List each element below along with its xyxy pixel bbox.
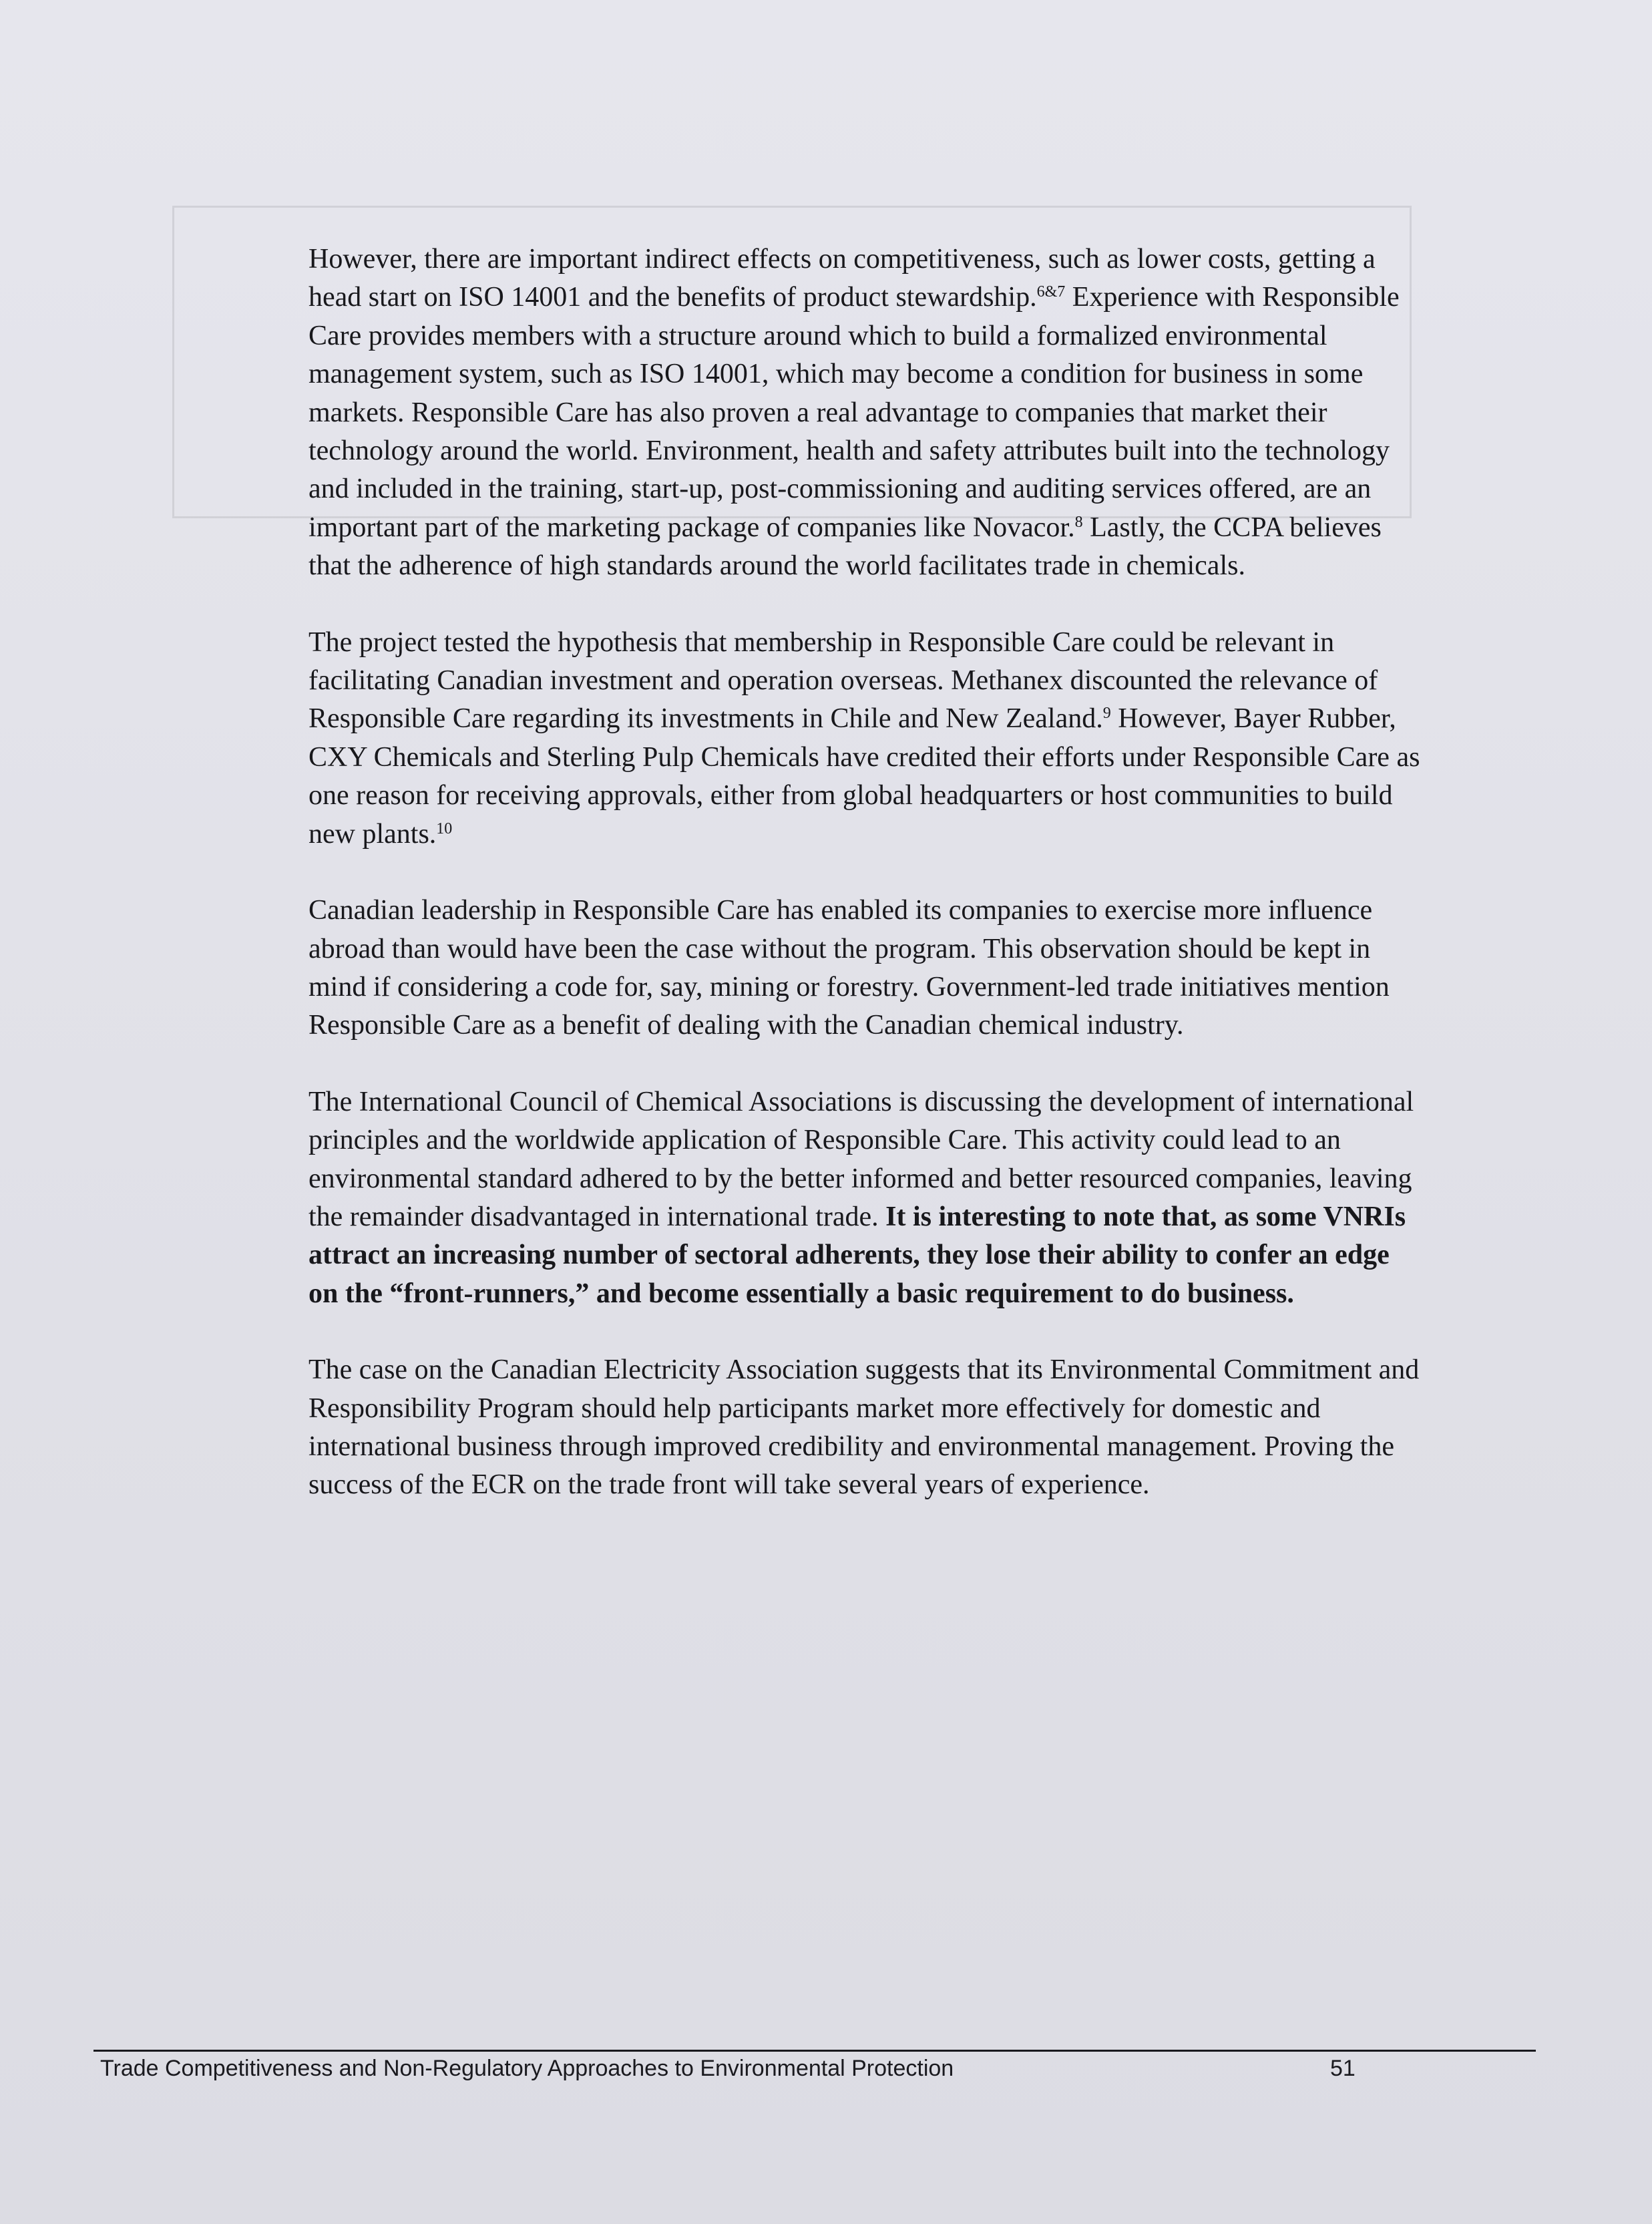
footer-title: Trade Competitiveness and Non-Regulatory Approaches to Environmental Protection xyxy=(100,2056,954,2081)
emphasis-text: It is interesting to note that, as some VNRIs attract an increasing number of sectoral adherents, they lose their ability to confer an edge on the “front-runners,” and become essentially a basic requirement to do business. xyxy=(308,1201,1406,1309)
paragraph-electricity-association: The case on the Canadian Electricity Association suggests that its Environmental Commitment and Responsibility Program should help participants market more effectively for domestic and international business through improved credibility and environmental management. Proving the success of the ECR on the trade front will take several years of experience. xyxy=(308,1354,1420,1501)
footnote-ref: 10 xyxy=(436,819,453,838)
paragraph-hypothesis: The project tested the hypothesis that membership in Responsible Care could be relevant in facilitating Canadian investment and operation overseas. Methanex discounted the relevance of Responsible Care regarding its investments in Chile and New Zealand.$^9$ However, Bayer Rubber, CXY Chemicals and Sterling Pulp Chemicals have credited their efforts under Responsible Care as one reason for receiving approvals, either from global headquarters or host communities to build new plants.$^{10}$ xyxy=(308,626,1420,850)
paragraph-international-council: The International Council of Chemical Associations is discussing the development of international principles and the worldwide application of Responsible Care. This activity could lead to an environmental standard adhered to by the better informed and better resourced companies, leaving the remainder disadvantaged in international trade. It is interesting to note that, as some VNRIs attract an increasing number of sectoral adherents, they lose their ability to confer an edge on the “front-runners,” and become essentially a basic requirement to do business. xyxy=(308,1086,1414,1309)
footnote-ref: 8 xyxy=(1074,513,1083,531)
paragraph-canadian-leadership: Canadian leadership in Responsible Care has enabled its companies to exercise more influence abroad than would have been the case without the program. This observation should be kept in mind if considering a code for, say, mining or forestry. Government-led trade initiatives mention Responsible Care as a benefit of dealing with the Canadian chemical industry. xyxy=(308,895,1390,1041)
footnote-ref: 6&7 xyxy=(1036,283,1066,301)
paragraph-indirect-effects: However, there are important indirect effects on competitiveness, such as lower costs, getting a head start on ISO 14001 and the benefits of product stewardship.$^{6\&7}$ Experience with Responsible Care provides members with a structure around which to build a formalized environmental management system, such as ISO 14001, which may become a condition for business in some markets. Responsible Care has also proven a real advantage to companies that market their technology around the world. Environment, health and safety attributes built into the technology and included in the training, start-up, post-commissioning and auditing services offered, are an important part of the marketing package of companies like Novacor.$^8$ Lastly, the CCPA believes that the adherence of high standards around the world facilitates trade in chemicals. xyxy=(308,244,1400,582)
page-number: 51 xyxy=(1330,2056,1356,2081)
footnote-ref: 9 xyxy=(1102,705,1111,723)
body-text xyxy=(308,240,1424,1543)
footer-rule xyxy=(93,2050,1536,2052)
